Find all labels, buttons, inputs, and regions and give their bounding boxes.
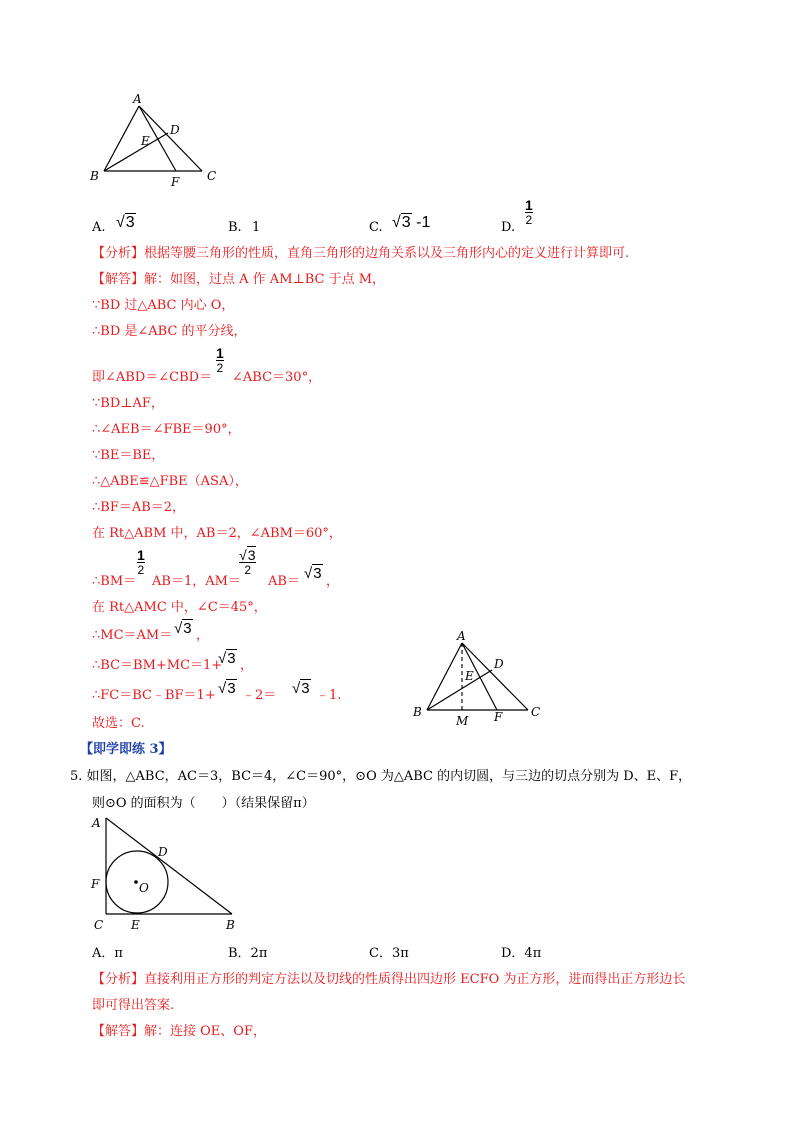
segment-ab bbox=[427, 643, 462, 710]
label-a: A bbox=[92, 816, 101, 830]
option-d-letter: D. bbox=[501, 220, 516, 235]
label-b: B bbox=[413, 705, 422, 719]
label-a: A bbox=[457, 629, 466, 643]
solution-1-line-2: ∵BD 过△ABC 内心 O， bbox=[92, 298, 235, 313]
l13-b: ， bbox=[196, 628, 210, 643]
l11-sqrt: √3 bbox=[304, 565, 322, 582]
l14-sqrt: √3 bbox=[218, 650, 236, 667]
solution-1-line-14 bbox=[92, 650, 312, 676]
figure-1-triangle bbox=[85, 90, 225, 190]
l13-sqrt: √3 bbox=[174, 620, 192, 637]
solution-text: 解：连接 OE、OF， bbox=[144, 1024, 266, 1039]
label-c: C bbox=[207, 169, 217, 183]
question-text-1: 如图，△ABC，AC＝3，BC＝4，∠C＝90°，⊙O 为△ABC 的内切圆，与三边的切点分别为 D、E、F， bbox=[86, 769, 692, 784]
solution-tag: 【解答】 bbox=[92, 1024, 145, 1039]
l11-b: AB＝1，AM＝ bbox=[152, 574, 241, 589]
solution-1-line-15 bbox=[92, 680, 392, 706]
section-title: 【即学即练 3】 bbox=[80, 742, 172, 757]
label-f: F bbox=[171, 175, 180, 189]
option-5-a: A．π bbox=[92, 946, 123, 961]
label-e: E bbox=[465, 669, 474, 683]
analysis-tag: 【分析】 bbox=[92, 246, 145, 261]
solution-5-line-1 bbox=[92, 1020, 266, 1039]
solution-1-line-5: ∵BD⊥AF， bbox=[92, 396, 164, 411]
segment-bd bbox=[427, 670, 492, 710]
solution-1-line-8: ∴△ABE≌△FBE（ASA）， bbox=[92, 474, 248, 489]
label-f: F bbox=[494, 710, 503, 724]
solution-tag: 【解答】 bbox=[92, 272, 145, 287]
label-m: M bbox=[456, 714, 469, 728]
analysis-5-line-1 bbox=[92, 968, 685, 987]
l15-b: ﹣2＝ bbox=[242, 688, 277, 703]
option-a-letter: A. bbox=[92, 220, 106, 235]
l4-fraction: $\frac{1}{2}$ bbox=[216, 345, 224, 375]
label-c: C bbox=[94, 918, 104, 932]
label-o: O bbox=[139, 881, 149, 895]
option-a-value: √3 bbox=[116, 214, 135, 231]
question-5-line-2: 则⊙O 的面积为（ ）（结果保留π） bbox=[92, 796, 315, 811]
label-e: E bbox=[131, 918, 140, 932]
solution-1-line-16: 故选：C. bbox=[92, 716, 145, 731]
solution-1-line-1 bbox=[92, 268, 385, 287]
question-5-line-1 bbox=[70, 765, 691, 784]
analysis-5-line-2: 即可得出答案. bbox=[92, 998, 175, 1013]
solution-1-line-11 bbox=[92, 548, 452, 592]
solution-1-line-7: ∵BE＝BE， bbox=[92, 448, 165, 463]
l11-d: ， bbox=[326, 574, 340, 589]
option-5-b: B．2π bbox=[228, 946, 268, 961]
l11-c: AB＝ bbox=[268, 574, 300, 589]
segment-ab bbox=[106, 818, 232, 914]
label-d: D bbox=[170, 123, 180, 137]
analysis-1 bbox=[92, 242, 629, 261]
label-c: C bbox=[531, 705, 541, 719]
l4-post: ∠ABC＝30°， bbox=[232, 370, 322, 385]
option-5-c: C．3π bbox=[369, 946, 409, 961]
l14-b: ， bbox=[240, 658, 254, 673]
analysis-tag: 【分析】 bbox=[92, 972, 145, 987]
label-e: E bbox=[141, 134, 150, 148]
l15-sqrt-1: √3 bbox=[218, 680, 236, 697]
solution-1-line-6: ∴∠AEB＝∠FBE＝90°， bbox=[92, 422, 241, 437]
l4-pre: 即∠ABD＝∠CBD＝ bbox=[92, 370, 213, 385]
option-b-value: 1 bbox=[252, 220, 261, 235]
option-5-d: D．4π bbox=[501, 946, 542, 961]
l15-sqrt-2: √3 bbox=[292, 680, 310, 697]
l11-a: ∴BM＝ bbox=[92, 574, 137, 589]
l15-c: ﹣1. bbox=[316, 688, 342, 703]
figure-3-incircle bbox=[85, 808, 245, 933]
l13-a: ∴MC＝AM＝ bbox=[92, 628, 173, 643]
solution-1-line-10: 在 Rt△ABM 中，AB＝2，∠ABM＝60°， bbox=[92, 526, 342, 541]
option-b-letter: B. bbox=[228, 220, 242, 235]
solution-1-line-12: 在 Rt△AMC 中，∠C＝45°， bbox=[92, 600, 267, 615]
solution-1-line-3: ∴BD 是∠ABC 的平分线， bbox=[92, 324, 247, 339]
option-c-value: √3 -1 bbox=[392, 214, 431, 231]
solution-1-line-9: ∴BF＝AB＝2， bbox=[92, 500, 186, 515]
label-d: D bbox=[158, 845, 168, 859]
center-o-dot bbox=[134, 880, 138, 884]
label-b: B bbox=[90, 169, 99, 183]
question-number: 5. bbox=[70, 769, 83, 784]
solution-l1: 解：如图，过点 A 作 AM⊥BC 于点 M， bbox=[144, 272, 386, 287]
l14-a: ∴BC＝BM+MC＝1+ bbox=[92, 658, 223, 673]
option-c-letter: C. bbox=[369, 220, 383, 235]
l11-fraction-1: $\frac{1}{2}$ bbox=[137, 547, 145, 577]
figure-2-triangle-with-altitude bbox=[405, 625, 550, 735]
label-d: D bbox=[494, 657, 504, 671]
analysis-text: 根据等腰三角形的性质，直角三角形的边角关系以及三角形内心的定义进行计算即可. bbox=[144, 246, 630, 261]
solution-1-line-13 bbox=[92, 620, 292, 646]
option-d-fraction: $\frac{1}{2}$ bbox=[525, 197, 533, 227]
label-f: F bbox=[91, 877, 100, 891]
label-b: B bbox=[226, 918, 235, 932]
l11-fraction-2: $\frac{√3}{2}$ bbox=[239, 547, 256, 577]
analysis-text: 直接利用正方形的判定方法以及切线的性质得出四边形 ECFO 为正方形，进而得出正方形边长 bbox=[144, 972, 686, 987]
label-a: A bbox=[133, 92, 142, 106]
l15-a: ∴FC＝BC﹣BF＝1+ bbox=[92, 688, 216, 703]
options-row-1 bbox=[92, 197, 572, 244]
